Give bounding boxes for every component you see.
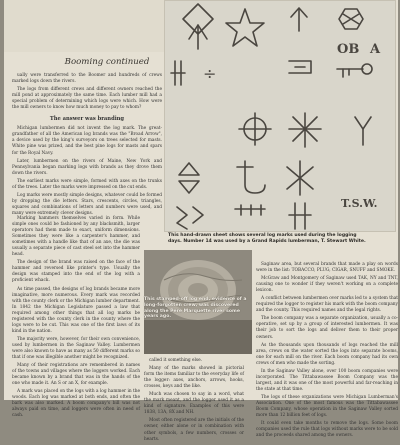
mark-hex-cross <box>339 9 363 29</box>
paragraph: The boom company was a separate organization, usually a co-operative, set up by a group of interested lumbermen. It was their job to sort the logs and deliver them to their proper owners. <box>256 316 398 340</box>
log-marks-drawing <box>165 1 395 231</box>
mark-tsw-text: T.S.W. <box>341 197 378 210</box>
mark-tick-lines <box>235 205 265 215</box>
mark-double-cross <box>289 203 311 229</box>
log-marks-figure <box>164 0 396 232</box>
mark-y-fork <box>355 117 371 145</box>
mark-arrow-up <box>291 8 307 31</box>
mark-compass <box>289 113 321 147</box>
paragraph: Many of their registrations are remembered in names of the towns and villages where the loggers worked. Each became known by a brand that was in the hands of the one who made it. An S or an X, for example. <box>12 363 140 387</box>
paragraph: A conflict between lumbermen over marks led to a system that required the logger to register his mark with the boom company and the county. This required names and the legal rights. <box>256 296 399 314</box>
mark-bars <box>171 61 185 85</box>
paragraph: As time passed, the designs of log brands became more imaginative, more numerous. Every mark was recorded with the county clerk or the Michigan lumber department. In 1842 the Michigan Legislature passed a law that required among other things that all log marks be registered with the county clerk in the county where the logs were to be cut. This was one of the first laws of its kind in the nation. <box>12 286 140 334</box>
subheading: The answer was branding <box>49 116 125 123</box>
article-heading: Booming continued <box>64 57 150 67</box>
mark-arrow-diamond <box>183 4 213 49</box>
paragraph: called it something else. <box>149 358 203 363</box>
paragraph: Marking hammers themselves varied in form. While simple ones could be fashioned by any blacksmith, larger operators had them made to exact, uniform dimensions. Sometimes they were like a carpenter's hammer, and sometimes with a handle like that of an axe, the die was usually a separate piece of cast steel set into the hammer head. <box>12 216 140 258</box>
mark-star <box>226 9 264 46</box>
paragraph: As the thousands upon thousands of logs reached the mill area, crews on the water sorted the logs into separate booms, one for each mill on the river. Each boom company had its own crews of men who made the sorting. <box>256 342 398 366</box>
paragraph: Log marks were mostly simple designs, whatever could be formed by dropping the die letters. Stars, crescents, circles, triangles, squares and combinations of letters and numbers were used, and many were extremely clever designs. <box>12 192 162 216</box>
mark-cross-circle <box>239 113 271 145</box>
mark-x-stroke <box>287 161 313 195</box>
paragraph: ually were transferred to the Boomer and hundreds of crews marked logs down the rivers. <box>12 73 162 85</box>
paragraph: The logs of these organizations were Michigan Lumberman's Association. One of the most famous was the Tittabawassee Boom Company, whose operation in the Saginaw Valley sorted more than 12 billion feet of logs. <box>256 394 398 419</box>
paragraph: In the Saginaw Valley alone, over 100 boom companies were incorporated. The Tittabawassee Boom Company was the largest, and it was one of the most powerful and far-reaching in the state at that time. <box>256 368 398 392</box>
paragraph: Michigan lumbermen did not invent the log mark. The great-grandfather of all the American log brands was the "Broad Arrow", a device used by the king's surveyors on trees selected for masts. White pine was prized, and the best pine logs for masts and spars for the Royal Navy. <box>12 126 162 156</box>
article-column-middle <box>144 358 244 445</box>
paragraph: Much was chosen to say in a word, what the mark meant, and the logger used it as a kind of signature. Examples of this were 1838, 13A, 8X and NH. <box>144 392 244 416</box>
newspaper-page <box>4 0 399 442</box>
mark-a-text: A <box>370 42 381 57</box>
top-left-blank-area <box>4 0 164 52</box>
paragraph: The earliest marks were simple, formed with axes on the trunks of the trees. Later the marks were impressed on the cut ends. <box>12 178 162 190</box>
paragraph: The majority were, however, for their own convenience, used by lumbermen in the Saginaw Valley. Lumbermen were also known to have as many as 50 different marks so that if one was illegible another might be recognized. <box>12 336 140 361</box>
mark-hook <box>237 161 265 193</box>
mark-ob-text: OB <box>337 42 360 57</box>
mark-zigzag <box>177 207 203 229</box>
article-column-right <box>256 262 398 441</box>
mark-divide-text: ÷ <box>203 64 217 83</box>
paragraph: Most often registered are the initials of the owner, either alone or in combination with other symbols, a few numbers, crosses or hearts. <box>144 418 244 442</box>
paragraph: Later, lumbermen on the rivers of Maine, New York and Pennsylvania began marking logs with brands as they drove them down the rivers. <box>12 158 162 176</box>
paragraph: McGraw and Montgomery of Saginaw used TAK, NY and TNT, causing one to wonder if they weren't working on a complete lexicon. <box>256 276 398 294</box>
paragraph: The design of the brand was raised on the face of the hammer and reversed like printer's type. Usually the design was stamped into the end of the log with a proficient whack. <box>12 260 140 284</box>
paragraph: Many of the marks showed in pictorial form the items familiar to the everyday life of the logger: axes, anchors, arrows, hooks, crosses, keys and the like. <box>144 366 244 390</box>
paragraph: It could even take months to remove the logs. Some boom companies used the rule that logs without marks were to be sold and the proceeds shared among the owners. <box>256 421 398 439</box>
mark-key <box>337 64 372 77</box>
mark-triangles <box>179 163 199 193</box>
paragraph: The logs from different crews and different owners reached the mill pond at approximately the same time. Each lumber mill had a special problem of determining which logs were which. How were the mill owners to know how much money to pay to whom? <box>12 87 162 111</box>
mark-anchor-flag <box>289 61 311 73</box>
article-column-left-top <box>12 73 162 219</box>
log-marks-caption: This hand-drawn sheet shows several log marks used during the logging days. Number 14 was used by a Grand Rapids lumberman, T. Stewart White. <box>168 233 366 244</box>
paragraph: A mark was placed on the logs with a log hammer in the woods. Each log was marked at both ends, and often the bark was also marked. A boom company's bill was not always paid on time, and loggers were often in need of cash. <box>12 389 141 419</box>
article-column-left-bottom <box>12 216 140 422</box>
photo-caption: This stamped-off log end, evidence of a long-forgotten crew, was discovered along the Pere Marquette river some years ago. <box>144 297 247 320</box>
paragraph: Saginaw area, but several brands that made a play on words were in the list: TOBACCO, PLUG, CIGAR, SNUFF and SMOKE. <box>256 262 398 274</box>
